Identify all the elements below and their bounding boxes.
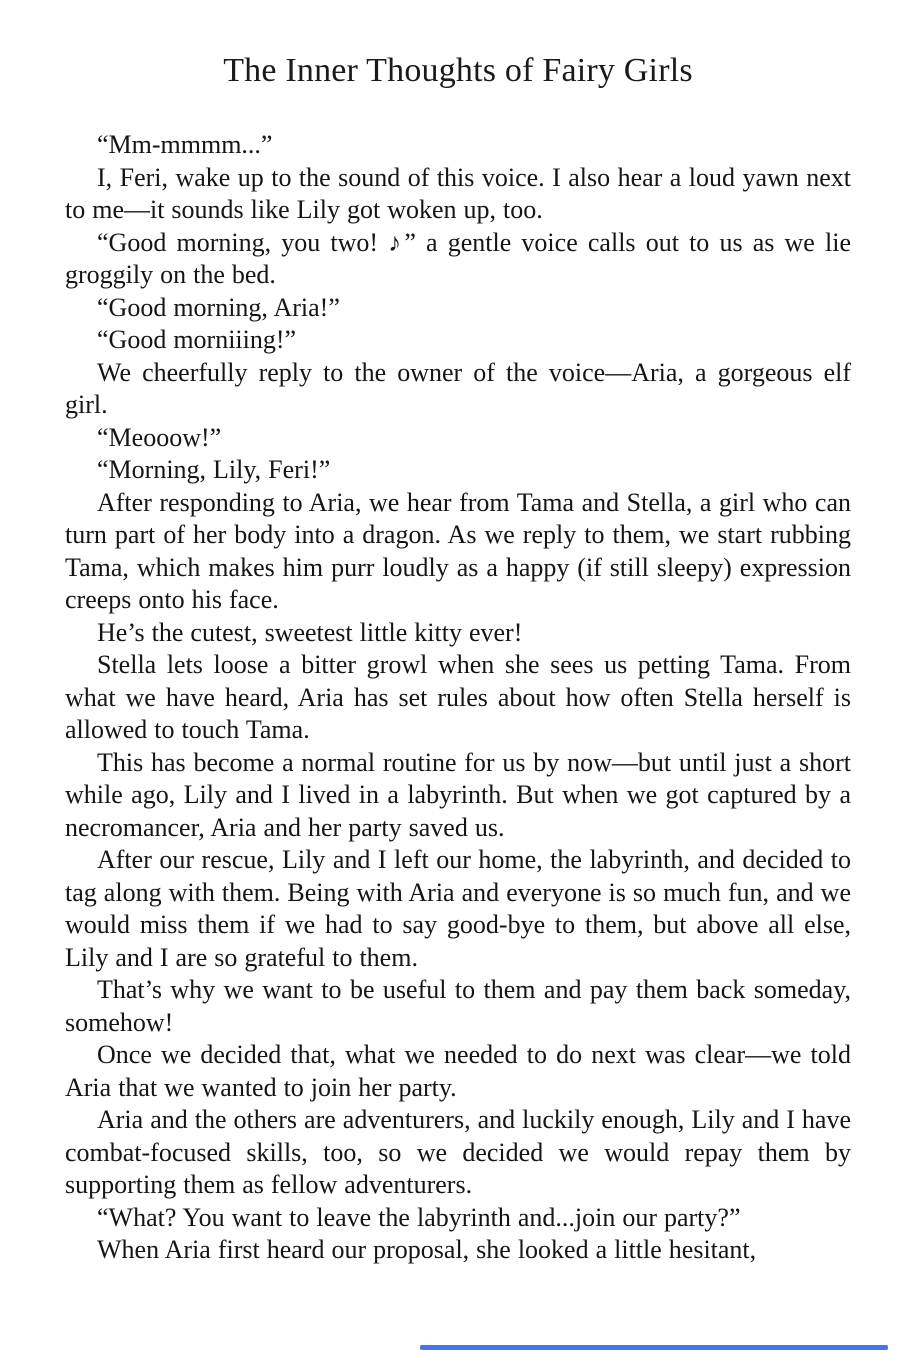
- paragraph: “Good morning, Aria!”: [97, 292, 340, 322]
- paragraph: We cheerfully reply to the owner of the voice—Aria, a gorgeous elf girl.: [65, 357, 851, 419]
- reading-progress-bar[interactable]: [420, 1345, 888, 1350]
- paragraph: He’s the cutest, sweetest little kitty ever!: [97, 617, 523, 647]
- paragraph: I, Feri, wake up to the sound of this voice. I also hear a loud yawn next to me—it sounds like Lily got woken up, too.: [65, 162, 851, 224]
- chapter-title: The Inner Thoughts of Fairy Girls: [223, 52, 693, 89]
- paragraph: “Meooow!”: [97, 422, 222, 452]
- paragraph: “Morning, Lily, Feri!”: [97, 455, 331, 484]
- paragraph: “What? You want to leave the labyrinth and...join our party?”: [97, 1202, 741, 1232]
- paragraph: Aria and the others are adventurers, and luckily enough, Lily and I have combat-focused skills, too, so we decided we would repay them by supporting them as fellow adventurers.: [65, 1105, 851, 1199]
- paragraph: This has become a normal routine for us by now—but until just a short while ago, Lily and I lived in a labyrinth. But when we got captured by a necromancer, Aria and her party saved us.: [65, 747, 851, 842]
- paragraph: That’s why we want to be useful to them and pay them back someday, somehow!: [65, 975, 851, 1037]
- page-text: [65, 129, 851, 1267]
- paragraph: After our rescue, Lily and I left our home, the labyrinth, and decided to tag along with them. Being with Aria and everyone is so much fun, and we would miss them if we had to say good-bye to them, but above all else, Lily and I are so grateful to them.: [65, 845, 851, 972]
- paragraph: When Aria first heard our proposal, she looked a little hesitant,: [97, 1235, 757, 1264]
- paragraph: Once we decided that, what we needed to do next was clear—we told Aria that we wanted to join her party.: [65, 1040, 851, 1102]
- paragraph: “Mm-mmmm...”: [97, 130, 273, 159]
- paragraph: Stella lets loose a bitter growl when she sees us petting Tama. From what we have heard, Aria has set rules about how often Stella herself is allowed to touch Tama.: [65, 650, 851, 744]
- paragraph: After responding to Aria, we hear from Tama and Stella, a girl who can turn part of her body into a dragon. As we reply to them, we start rubbing Tama, which makes him purr loudly as a happy (if still sleepy) expression creeps onto his face.: [65, 487, 851, 614]
- paragraph: “Good morniiing!”: [97, 325, 297, 354]
- paragraph: “Good morning, you two! ♪” a gentle voice calls out to us as we lie groggily on the bed.: [65, 227, 851, 289]
